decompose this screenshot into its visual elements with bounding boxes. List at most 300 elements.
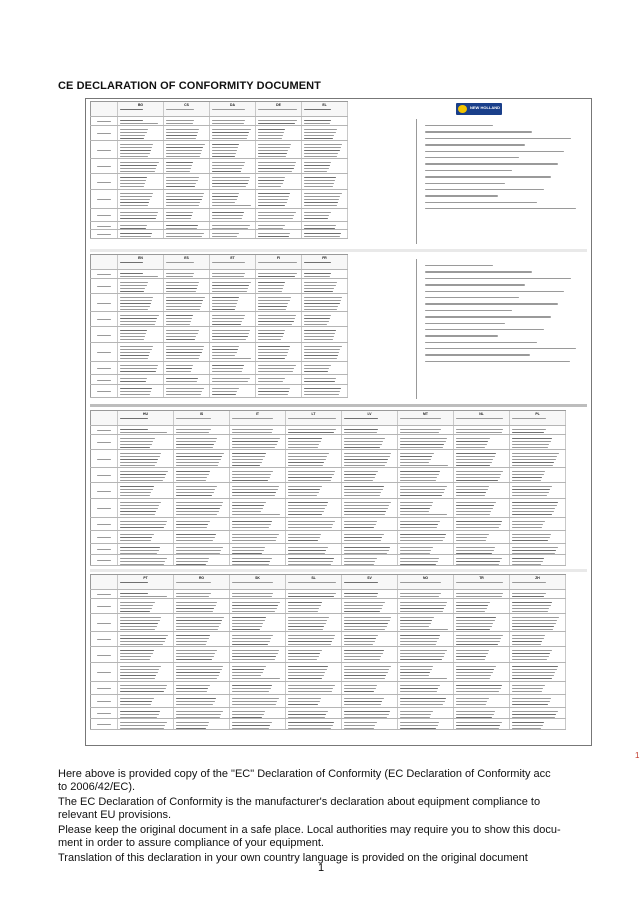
text-line bbox=[166, 171, 190, 172]
text-line bbox=[512, 698, 551, 699]
declaration-cell bbox=[164, 362, 210, 374]
text-line bbox=[304, 355, 338, 356]
text-line bbox=[400, 626, 429, 627]
text-line bbox=[456, 558, 502, 559]
text-line bbox=[344, 444, 382, 445]
text-line bbox=[120, 218, 156, 219]
text-line bbox=[176, 641, 207, 642]
declaration-cell bbox=[174, 614, 230, 631]
text-line bbox=[212, 330, 250, 331]
text-line bbox=[120, 534, 154, 535]
text-line bbox=[232, 626, 262, 627]
declaration-cell bbox=[210, 270, 256, 278]
language-column-header bbox=[398, 411, 454, 425]
text-line bbox=[400, 641, 437, 642]
declaration-cell bbox=[164, 209, 210, 221]
declaration-cell bbox=[510, 614, 566, 631]
text-line bbox=[232, 635, 273, 636]
language-column-header bbox=[118, 102, 164, 116]
text-line bbox=[120, 704, 151, 705]
text-line bbox=[288, 429, 336, 430]
declaration-cell bbox=[118, 343, 164, 361]
text-line bbox=[400, 550, 431, 551]
row-label bbox=[97, 133, 110, 134]
declaration-scan bbox=[85, 98, 592, 746]
signature-line bbox=[425, 271, 532, 272]
text-line bbox=[120, 486, 154, 487]
text-line bbox=[212, 303, 237, 304]
declaration-cell bbox=[454, 544, 510, 554]
text-line bbox=[288, 492, 319, 493]
signature-line bbox=[425, 208, 576, 209]
text-line bbox=[120, 144, 153, 145]
signature-line bbox=[425, 138, 571, 139]
declaration-cell bbox=[210, 327, 256, 342]
text-line bbox=[344, 722, 377, 723]
declaration-row bbox=[90, 343, 348, 362]
text-line bbox=[304, 138, 333, 139]
language-column-header bbox=[256, 102, 302, 116]
text-line bbox=[344, 675, 386, 676]
text-line bbox=[120, 620, 160, 621]
text-line bbox=[512, 617, 559, 618]
text-line bbox=[288, 459, 326, 460]
declaration-cell bbox=[342, 426, 398, 434]
text-line bbox=[176, 564, 206, 565]
text-line bbox=[166, 394, 201, 395]
text-line bbox=[120, 276, 158, 277]
declaration-cell bbox=[510, 450, 566, 467]
signature-line bbox=[425, 354, 530, 355]
declaration-cell bbox=[398, 590, 454, 598]
text-line bbox=[512, 659, 547, 660]
text-line bbox=[456, 459, 493, 460]
text-line bbox=[456, 489, 488, 490]
text-line bbox=[212, 123, 244, 124]
text-line bbox=[166, 300, 203, 301]
text-line bbox=[400, 547, 433, 548]
text-line bbox=[212, 358, 251, 359]
declaration-cell bbox=[256, 385, 302, 397]
text-line bbox=[344, 459, 388, 460]
text-line bbox=[232, 653, 278, 654]
declaration-cell bbox=[286, 590, 342, 598]
text-line bbox=[120, 233, 152, 234]
declaration-cell bbox=[454, 483, 510, 498]
text-line bbox=[232, 678, 280, 679]
text-line bbox=[120, 196, 152, 197]
declaration-cell bbox=[302, 270, 348, 278]
text-line bbox=[120, 666, 161, 667]
text-line bbox=[120, 368, 157, 369]
declaration-cell bbox=[210, 279, 256, 293]
declaration-cell bbox=[302, 230, 348, 238]
text-line bbox=[512, 505, 557, 506]
page-title: CE DECLARATION OF CONFORMITY DOCUMENT bbox=[58, 80, 322, 92]
text-line bbox=[258, 368, 294, 369]
declaration-cell bbox=[454, 555, 510, 565]
text-line bbox=[288, 480, 331, 481]
text-line bbox=[232, 659, 275, 660]
text-line bbox=[456, 418, 503, 419]
text-line bbox=[166, 303, 202, 304]
language-code: NL bbox=[479, 412, 484, 416]
declaration-cell bbox=[174, 555, 230, 565]
text-line bbox=[258, 120, 297, 121]
declaration-cell bbox=[164, 190, 210, 208]
language-code: HU bbox=[143, 412, 148, 416]
declaration-cell bbox=[174, 483, 230, 498]
declaration-cell bbox=[286, 531, 342, 543]
row-label-cell bbox=[90, 450, 118, 467]
declaration-cell bbox=[398, 483, 454, 498]
text-line bbox=[400, 638, 439, 639]
block-divider bbox=[90, 249, 587, 252]
text-line bbox=[212, 147, 238, 148]
text-line bbox=[176, 659, 212, 660]
signature-line bbox=[425, 329, 544, 330]
declaration-cell bbox=[230, 426, 286, 434]
text-line bbox=[120, 521, 167, 522]
text-line bbox=[512, 675, 554, 676]
text-line bbox=[344, 477, 375, 478]
text-line bbox=[120, 355, 149, 356]
declaration-cell bbox=[118, 141, 164, 158]
declaration-cell bbox=[398, 599, 454, 613]
text-line bbox=[512, 672, 555, 673]
text-line bbox=[400, 480, 436, 481]
text-line bbox=[304, 168, 329, 169]
translation-grid-block-2 bbox=[90, 254, 348, 398]
declaration-cell bbox=[256, 222, 302, 229]
text-line bbox=[288, 620, 327, 621]
text-line bbox=[344, 471, 378, 472]
row-label bbox=[97, 166, 110, 167]
text-line bbox=[258, 199, 288, 200]
text-line bbox=[258, 236, 289, 237]
declaration-cell bbox=[302, 222, 348, 229]
text-line bbox=[120, 394, 150, 395]
text-line bbox=[120, 297, 153, 298]
text-line bbox=[400, 474, 439, 475]
declaration-cell bbox=[164, 270, 210, 278]
text-line bbox=[512, 477, 542, 478]
text-line bbox=[212, 202, 235, 203]
text-line bbox=[232, 477, 270, 478]
text-line bbox=[120, 418, 148, 419]
row-label-cell bbox=[90, 632, 118, 646]
text-line bbox=[344, 611, 380, 612]
text-line bbox=[212, 135, 248, 136]
declaration-row bbox=[90, 468, 566, 483]
text-line bbox=[258, 202, 287, 203]
text-line bbox=[120, 698, 154, 699]
text-line bbox=[512, 465, 553, 466]
text-line bbox=[120, 288, 145, 289]
text-line bbox=[288, 641, 332, 642]
declaration-cell bbox=[230, 614, 286, 631]
text-line bbox=[456, 623, 493, 624]
text-line bbox=[166, 129, 199, 130]
text-line bbox=[166, 388, 204, 389]
text-line bbox=[258, 171, 292, 172]
declaration-cell bbox=[164, 230, 210, 238]
text-line bbox=[232, 511, 261, 512]
signature-line bbox=[425, 125, 493, 126]
text-line bbox=[258, 147, 290, 148]
text-line bbox=[288, 471, 335, 472]
text-line bbox=[258, 225, 285, 226]
text-line bbox=[212, 336, 248, 337]
text-line bbox=[288, 685, 335, 686]
text-line bbox=[176, 608, 214, 609]
language-column-header bbox=[118, 411, 174, 425]
text-line bbox=[512, 429, 546, 430]
text-line bbox=[166, 202, 200, 203]
text-line bbox=[344, 629, 385, 630]
text-line bbox=[400, 653, 445, 654]
text-line bbox=[456, 672, 493, 673]
text-line bbox=[304, 218, 328, 219]
declaration-cell bbox=[118, 190, 164, 208]
declaration-row bbox=[90, 614, 566, 632]
text-line bbox=[400, 656, 444, 657]
declaration-cell bbox=[118, 647, 174, 662]
declaration-cell bbox=[302, 174, 348, 189]
text-line bbox=[166, 120, 194, 121]
declaration-cell bbox=[164, 385, 210, 397]
text-line bbox=[456, 669, 494, 670]
text-line bbox=[212, 228, 248, 229]
text-line bbox=[400, 711, 433, 712]
text-line bbox=[232, 629, 260, 630]
text-line bbox=[456, 547, 495, 548]
text-line bbox=[400, 635, 440, 636]
declaration-cell bbox=[302, 117, 348, 125]
text-line bbox=[288, 521, 335, 522]
row-label bbox=[97, 274, 110, 275]
language-column-header bbox=[230, 411, 286, 425]
text-line bbox=[212, 309, 235, 310]
text-line bbox=[344, 635, 378, 636]
text-line bbox=[304, 368, 329, 369]
language-column-header bbox=[164, 102, 210, 116]
language-column-header bbox=[286, 575, 342, 589]
text-line bbox=[304, 378, 336, 379]
text-line bbox=[288, 611, 318, 612]
language-code: EL bbox=[322, 103, 327, 107]
text-line bbox=[120, 547, 160, 548]
text-line bbox=[232, 641, 270, 642]
declaration-cell bbox=[302, 279, 348, 293]
text-line bbox=[232, 462, 262, 463]
text-line bbox=[120, 596, 167, 597]
text-line bbox=[456, 505, 494, 506]
signature-line bbox=[425, 348, 576, 349]
text-line bbox=[456, 561, 500, 562]
declaration-cell bbox=[118, 531, 174, 543]
text-line bbox=[120, 617, 161, 618]
text-line bbox=[400, 722, 439, 723]
text-line bbox=[120, 346, 153, 347]
declaration-cell bbox=[454, 695, 510, 707]
language-column-header bbox=[454, 411, 510, 425]
language-code: FR bbox=[322, 256, 327, 260]
row-label-cell bbox=[90, 102, 118, 116]
text-line bbox=[166, 333, 198, 334]
declaration-cell bbox=[210, 222, 256, 229]
language-column-header bbox=[210, 102, 256, 116]
row-label-cell bbox=[90, 222, 118, 229]
text-line bbox=[304, 394, 339, 395]
text-line bbox=[176, 550, 221, 551]
text-line bbox=[120, 537, 152, 538]
text-line bbox=[512, 547, 558, 548]
text-line bbox=[232, 608, 277, 609]
text-line bbox=[212, 368, 243, 369]
text-line bbox=[288, 477, 332, 478]
text-line bbox=[120, 527, 164, 528]
text-line bbox=[232, 704, 276, 705]
text-line bbox=[176, 465, 218, 466]
language-code: LV bbox=[367, 412, 372, 416]
text-line bbox=[456, 629, 490, 630]
language-code: CS bbox=[184, 103, 189, 107]
text-line bbox=[120, 685, 167, 686]
text-line bbox=[212, 352, 237, 353]
column-header-row bbox=[90, 411, 566, 426]
declaration-cell bbox=[230, 435, 286, 449]
text-line bbox=[176, 524, 208, 525]
declaration-row bbox=[90, 279, 348, 294]
text-line bbox=[288, 714, 326, 715]
text-line bbox=[344, 495, 380, 496]
text-line bbox=[120, 156, 148, 157]
declaration-cell bbox=[302, 209, 348, 221]
declaration-cell bbox=[174, 499, 230, 517]
signature-line bbox=[425, 316, 551, 317]
declaration-cell bbox=[230, 450, 286, 467]
declaration-cell bbox=[510, 555, 566, 565]
translation-grid-block-3 bbox=[90, 410, 566, 566]
text-line bbox=[176, 514, 217, 515]
text-line bbox=[120, 381, 146, 382]
row-label-cell bbox=[90, 544, 118, 554]
declaration-cell bbox=[118, 279, 164, 293]
row-label-cell bbox=[90, 209, 118, 221]
text-line bbox=[212, 321, 242, 322]
text-line bbox=[456, 524, 501, 525]
language-column-header bbox=[510, 411, 566, 425]
text-line bbox=[176, 675, 219, 676]
text-line bbox=[344, 550, 389, 551]
text-line bbox=[176, 620, 222, 621]
text-line bbox=[456, 477, 500, 478]
text-line bbox=[288, 547, 328, 548]
text-line bbox=[344, 447, 380, 448]
text-line bbox=[400, 502, 433, 503]
language-code: RO bbox=[198, 576, 205, 580]
text-line bbox=[120, 688, 166, 689]
text-line bbox=[166, 123, 193, 124]
text-line bbox=[232, 656, 276, 657]
declaration-row bbox=[90, 647, 566, 663]
text-line bbox=[344, 418, 378, 419]
declaration-row bbox=[90, 117, 348, 126]
text-line bbox=[288, 650, 322, 651]
declaration-cell bbox=[164, 222, 210, 229]
text-line bbox=[288, 453, 329, 454]
declaration-cell bbox=[210, 159, 256, 173]
declaration-cell bbox=[118, 270, 164, 278]
text-line bbox=[258, 355, 287, 356]
text-line bbox=[258, 233, 290, 234]
text-line bbox=[456, 492, 486, 493]
text-line bbox=[304, 391, 340, 392]
declaration-cell bbox=[256, 343, 302, 361]
text-line bbox=[176, 502, 223, 503]
text-line bbox=[258, 306, 287, 307]
text-line bbox=[166, 324, 190, 325]
text-line bbox=[456, 582, 503, 583]
text-line bbox=[232, 432, 272, 433]
row-label-cell bbox=[90, 279, 118, 293]
text-line bbox=[304, 120, 331, 121]
text-line bbox=[258, 212, 296, 213]
declaration-cell bbox=[286, 426, 342, 434]
declaration-row bbox=[90, 435, 566, 450]
text-line bbox=[120, 553, 157, 554]
text-line bbox=[232, 429, 273, 430]
text-line bbox=[304, 171, 327, 172]
declaration-cell bbox=[398, 663, 454, 681]
text-line bbox=[344, 462, 387, 463]
declaration-cell bbox=[174, 647, 230, 662]
text-line bbox=[120, 339, 144, 340]
declaration-cell bbox=[118, 518, 174, 530]
text-line bbox=[120, 324, 155, 325]
declaration-cell bbox=[118, 294, 164, 311]
text-line bbox=[232, 605, 278, 606]
row-label bbox=[97, 606, 110, 607]
declaration-cell bbox=[510, 483, 566, 498]
text-line bbox=[176, 477, 207, 478]
text-line bbox=[512, 558, 544, 559]
text-line bbox=[166, 349, 203, 350]
text-line bbox=[212, 282, 251, 283]
text-line bbox=[176, 505, 222, 506]
text-line bbox=[176, 432, 209, 433]
text-line bbox=[232, 593, 273, 594]
text-line bbox=[212, 349, 238, 350]
text-line bbox=[512, 717, 555, 718]
declaration-cell bbox=[286, 450, 342, 467]
text-line bbox=[232, 711, 265, 712]
text-line bbox=[166, 132, 198, 133]
text-line bbox=[232, 550, 264, 551]
row-label bbox=[97, 121, 110, 122]
text-line bbox=[166, 205, 199, 206]
text-line bbox=[344, 656, 381, 657]
text-line bbox=[232, 611, 275, 612]
text-line bbox=[166, 262, 194, 263]
text-line bbox=[120, 459, 158, 460]
declaration-cell bbox=[230, 544, 286, 554]
text-line bbox=[456, 701, 487, 702]
text-line bbox=[166, 225, 198, 226]
text-line bbox=[258, 183, 283, 184]
text-line bbox=[512, 582, 546, 583]
